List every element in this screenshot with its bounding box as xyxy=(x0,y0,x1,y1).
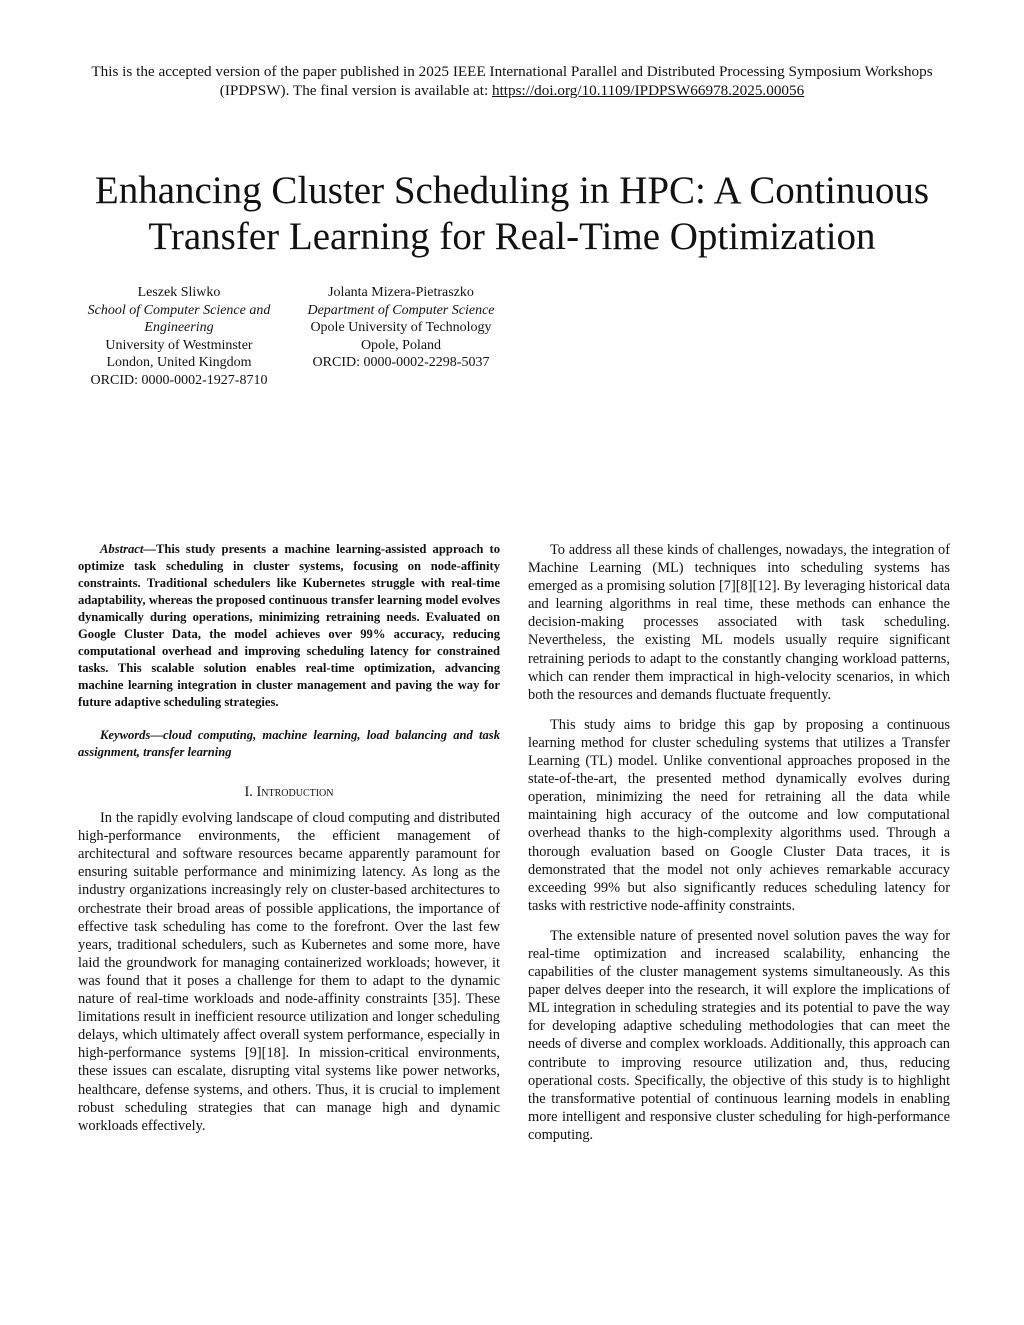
abstract xyxy=(78,541,500,711)
doi-link[interactable]: https://doi.org/10.1109/IPDPSW66978.2025.00056 xyxy=(491,82,805,99)
author-block xyxy=(291,284,511,372)
author-location: Opole, Poland xyxy=(360,337,442,353)
right-column xyxy=(528,541,950,1144)
author-name: Jolanta Mizera-Pietraszko xyxy=(328,285,474,300)
paper-title: Enhancing Cluster Scheduling in HPC: A Continuous Transfer Learning for Real-Time Optimization xyxy=(94,169,930,258)
publication-notice xyxy=(60,62,964,100)
author-department: School of Computer Science and Engineering xyxy=(87,302,271,335)
keywords: Keywords—cloud computing, machine learning, load balancing and task assignment, transfer learning xyxy=(78,728,500,759)
intro-paragraph-1: In the rapidly evolving landscape of cloud computing and distributed high-performance environments, the efficient management of architectural and software resources became apparently paramount for ensuring suitable performance and minimizing latency. As long as the industry organizations increasingly rely on cluster-based architectures to orchestrate their broad areas of possible applications, the importance of effective task scheduling has come to the forefront. Over the last few years, traditional schedulers, such as Kubernetes and some more, have laid the groundwork for managing containerized workloads; however, it was found that it poses a challenge for them to adapt to the dynamic nature of real-time workloads and node-affinity constraints [35]. These limitations result in inefficient resource utilization and longer scheduling delays, which ultimately affect overall system performance, especially in high-performance systems [9][18]. In mission-critical environments, these issues can escalate, disrupting vital systems like power networks, healthcare, defense systems, and others. Thus, it is crucial to implement robust scheduling strategies that can manage high and dynamic workloads effectively. xyxy=(78,810,500,1134)
author-institution: University of Westminster xyxy=(105,337,253,353)
notice-text: This is the accepted version of the paper published in 2025 IEEE International Parallel and Distributed Processing Symposium Workshops (IPDPSW). The final version is available at: xyxy=(91,63,933,99)
author-block xyxy=(69,284,289,389)
author-orcid: ORCID: 0000-0002-2298-5037 xyxy=(312,355,490,370)
author-institution: Opole University of Technology xyxy=(310,320,492,335)
section-title: Introduction xyxy=(256,784,334,800)
abstract-label: Abstract— xyxy=(100,542,156,556)
author-department: Department of Computer Science xyxy=(307,302,495,318)
paragraph-ml-integration: To address all these kinds of challenges, nowadays, the integration of Machine Learning (ML) techniques into scheduling systems has emerged as a promising solution [7][8][12]. By leveraging historical data and learning algorithms in real time, these methods can enhance the decision-making processes associated with task scheduling. Nevertheless, the existing ML models usually require significant retraining periods to adapt to the constantly changing workload patterns, which can render them impractical in high-velocity scenarios, in which both the resources and demands fluctuate frequently. xyxy=(528,542,950,703)
author-name: Leszek Sliwko xyxy=(137,285,221,300)
paragraph-study-aim: This study aims to bridge this gap by proposing a continuous learning method for cluster scheduling systems that utilizes a Transfer Learning (TL) model. Unlike conventional approaches proposed in the state-of-the-art, the presented method dynamically evolves during operation, minimizing the need for retraining all the data while maintaining high accuracy of the outcome and low computational overhead thanks to the high-complexity algorithms used. Through a thorough evaluation based on Google Cluster Data traces, it is demonstrated that the model not only achieves remarkable accuracy exceeding 99% but also significantly reduces scheduling latency for tasks with restrictive node-affinity constraints. xyxy=(528,716,950,914)
section-heading-introduction xyxy=(78,783,500,801)
left-column xyxy=(78,541,500,1135)
author-orcid: ORCID: 0000-0002-1927-8710 xyxy=(90,372,268,388)
section-number: I. xyxy=(244,784,253,800)
abstract-text: This study presents a machine learning-assisted approach to optimize task scheduling in cluster systems, focusing on node-affinity constraints. Traditional schedulers like Kubernetes struggle with real-time adaptability, whereas the proposed continuous transfer learning model evolves dynamically during operations, minimizing retraining needs. Evaluated on Google Cluster Data, the model achieves over 99% accuracy, reducing computational overhead and improving scheduling latency for constrained tasks. This scalable solution enables real-time optimization, advancing machine learning integration in cluster management and paving the way for future adaptive scheduling strategies. xyxy=(78,542,500,709)
paragraph-extensibility: The extensible nature of presented novel solution paves the way for real-time optimization and increased scalability, enhancing the capabilities of the cluster management systems simultaneously. As this paper delves deeper into the research, it will explore the implications of ML integration in scheduling strategies and its potential to pave the way for developing adaptive scheduling methodologies that can meet the needs of diverse and complex workloads. Additionally, this approach can contribute to improving resource utilization and, thus, reducing operational costs. Specifically, the objective of this study is to highlight the transformative potential of continuous learning models in enabling more intelligent and responsive cluster scheduling for high-performance computing. xyxy=(528,927,950,1143)
author-location: London, United Kingdom xyxy=(106,355,252,370)
